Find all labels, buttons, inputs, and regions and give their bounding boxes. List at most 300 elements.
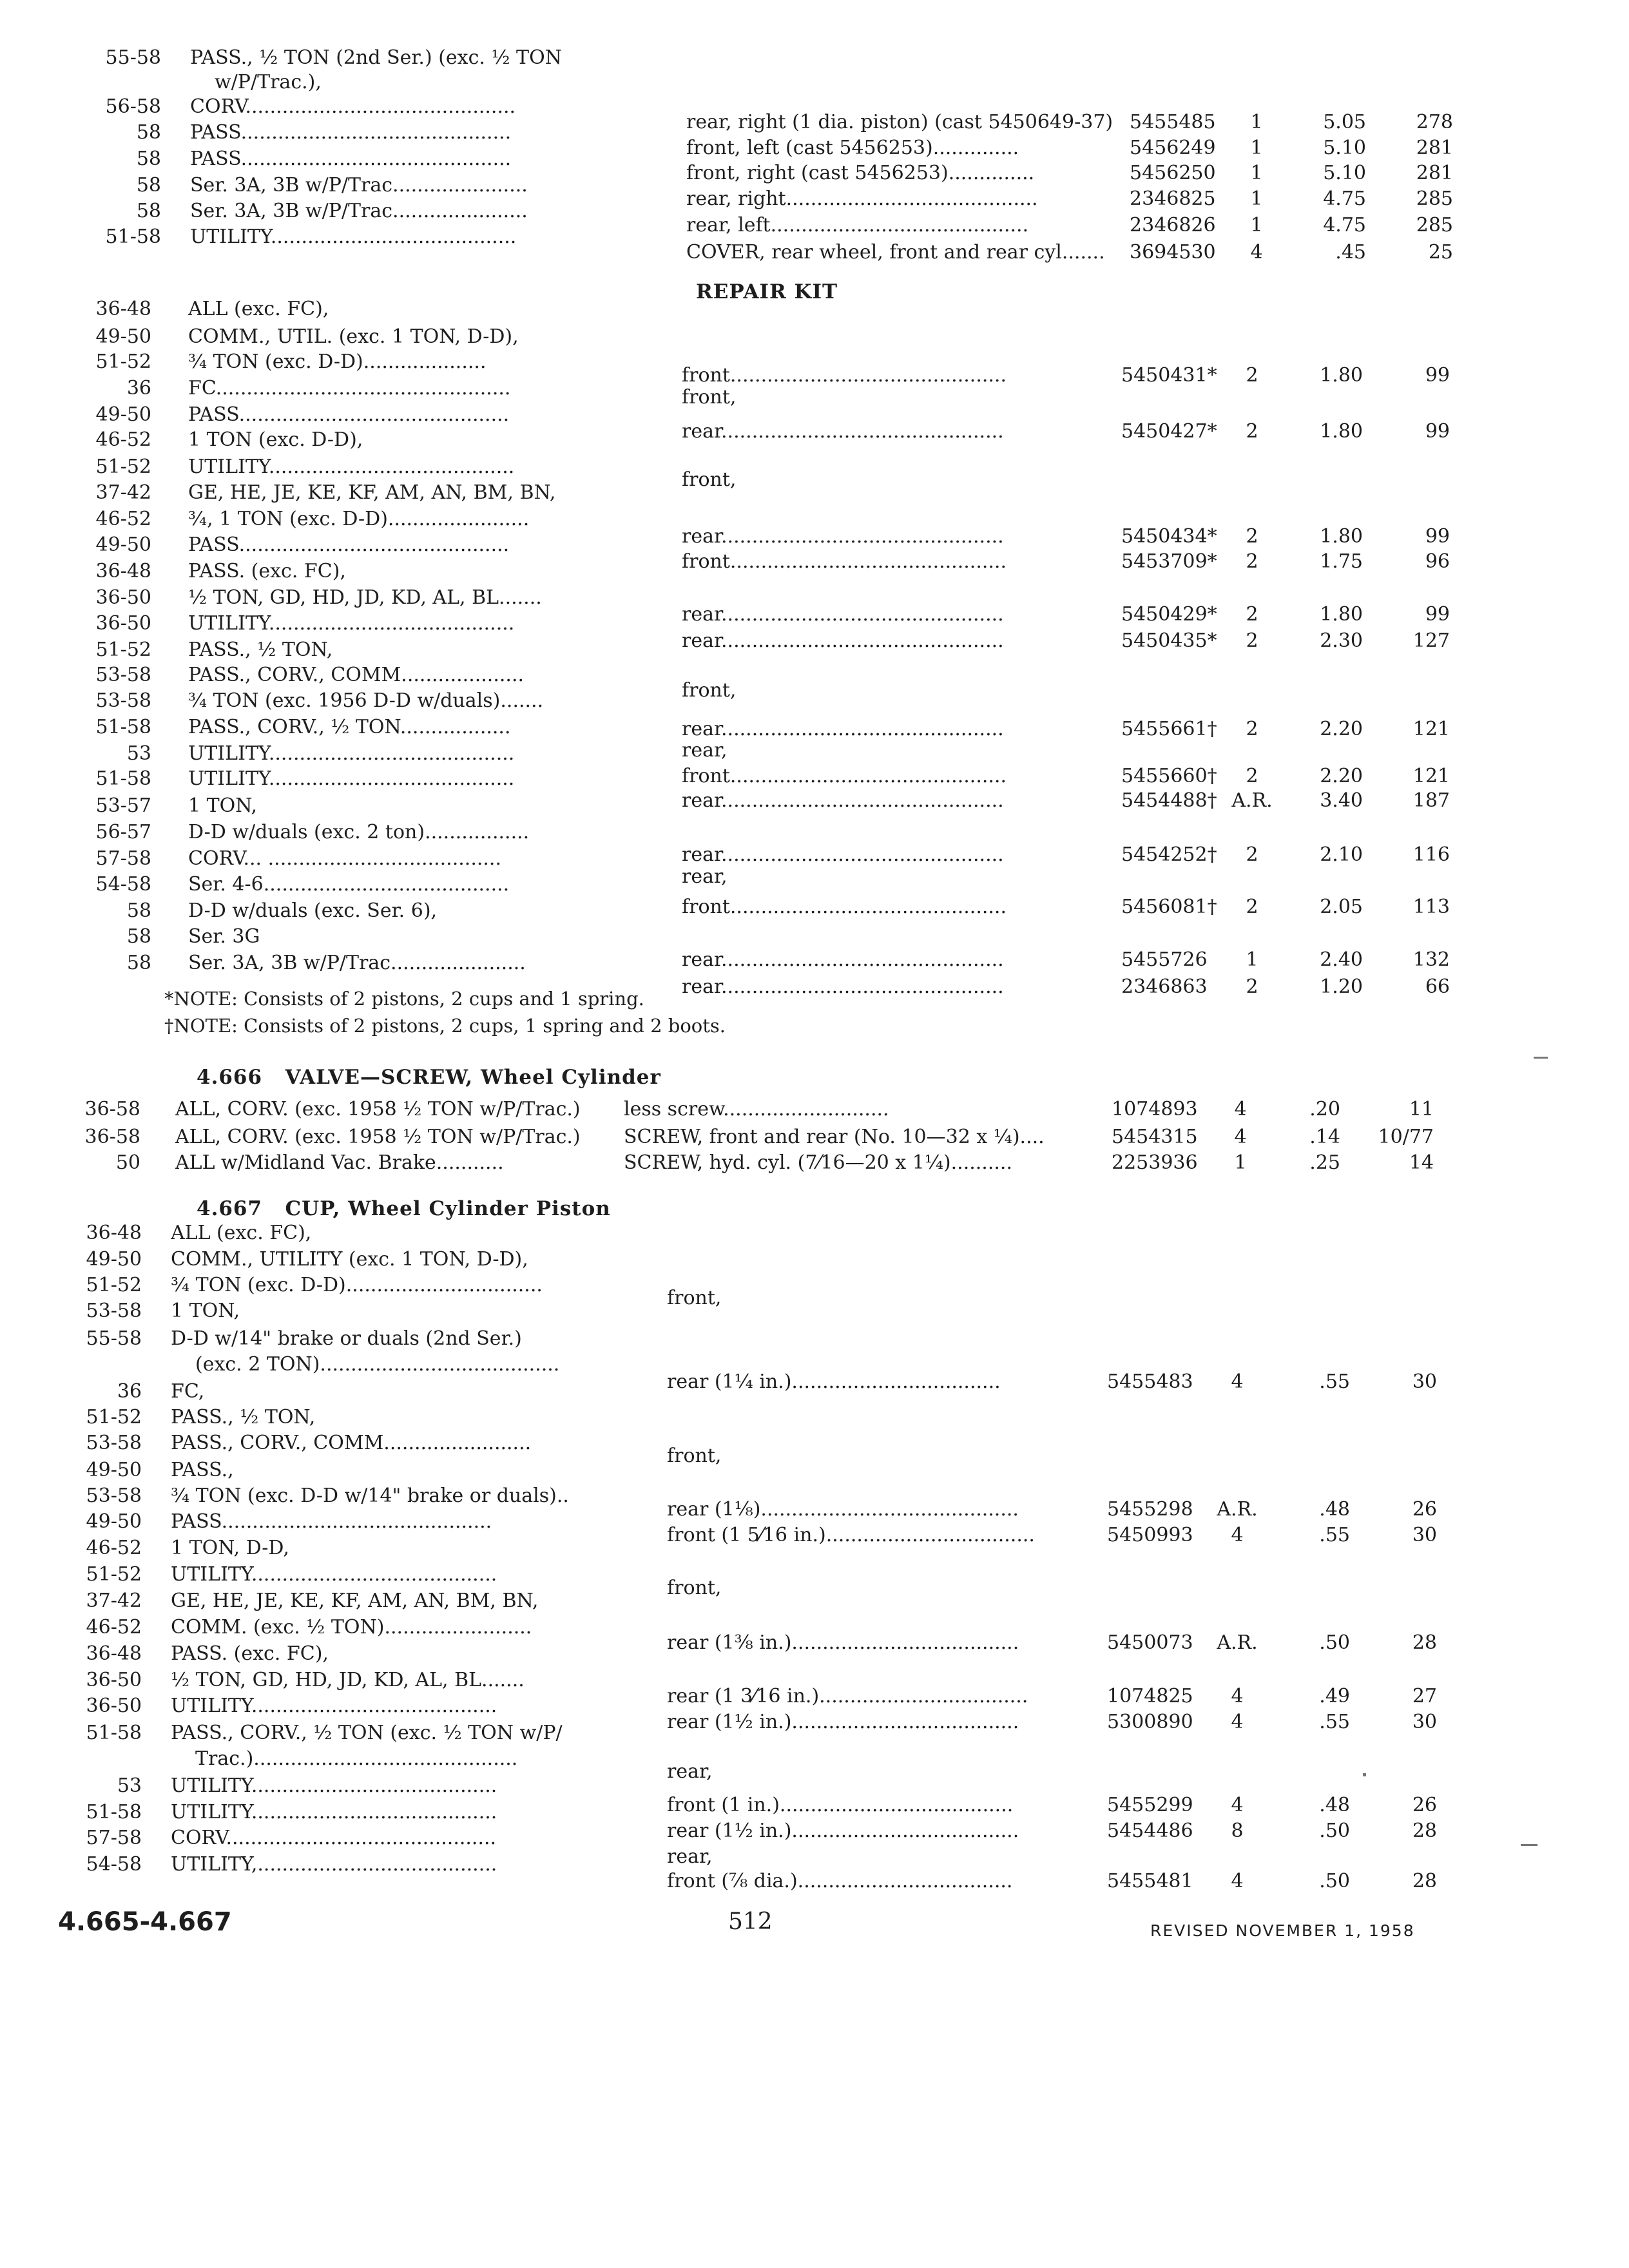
list-price: .45: [1335, 241, 1366, 264]
application-text: COMM., UTILITY (exc. 1 TON, D-D),: [171, 1248, 528, 1271]
part-description: front,: [667, 1577, 722, 1599]
model-years: 53-58: [95, 664, 151, 686]
application-text: 1 TON,: [188, 794, 258, 817]
application-text: UTILITY........................................: [171, 1801, 497, 1823]
list-price: 2.10: [1320, 843, 1363, 866]
application-text: UTILITY........................................: [171, 1563, 497, 1586]
part-description: front,: [682, 468, 737, 491]
illustration-page: 11: [1409, 1098, 1434, 1120]
application-text: GE, HE, JE, KE, KF, AM, AN, BM, BN,: [171, 1590, 539, 1612]
part-description: rear, right (1 dia. piston) (cast 5450649-37): [686, 111, 1113, 133]
application-text: ALL w/Midland Vac. Brake...........: [175, 1151, 504, 1174]
illustration-page: 28: [1412, 1631, 1437, 1654]
part-description: rear..............................................: [682, 843, 1004, 866]
illustration-page: 285: [1416, 187, 1453, 210]
application-text: CORV............................................: [171, 1827, 497, 1849]
part-number: 5455483: [1107, 1370, 1193, 1393]
application-text: CORV............................................: [190, 95, 516, 118]
illustration-page: 121: [1412, 765, 1450, 787]
application-text: PASS., CORV., COMM........................: [171, 1432, 532, 1454]
model-years: 36-50: [86, 1695, 142, 1717]
application-text: PASS., ½ TON,: [188, 639, 333, 661]
part-description: rear (1¼ in.)..................................: [667, 1370, 1001, 1393]
list-price: .14: [1309, 1126, 1340, 1148]
quantity: 4: [1231, 1711, 1244, 1733]
list-price: 5.10: [1323, 137, 1366, 159]
quantity: 1: [1250, 162, 1263, 184]
part-number: 5454252†: [1121, 843, 1217, 866]
illustration-page: 127: [1412, 629, 1450, 652]
list-price: .55: [1319, 1524, 1350, 1546]
quantity: 2: [1246, 603, 1258, 626]
application-text: Trac.)...........................................: [195, 1747, 518, 1770]
part-number: 5450431*: [1121, 364, 1217, 387]
application-text: PASS............................................: [188, 403, 510, 426]
list-price: .50: [1319, 1870, 1350, 1892]
illustration-page: 30: [1412, 1370, 1437, 1393]
model-years: 58: [136, 200, 161, 222]
model-years: 36-48: [86, 1222, 142, 1244]
part-number: 5455298: [1107, 1498, 1193, 1521]
part-description: rear, right.........................................: [686, 187, 1038, 210]
part-number: 2346826: [1130, 214, 1216, 236]
list-price: 1.75: [1320, 550, 1363, 573]
quantity: 2: [1246, 525, 1258, 548]
illustration-page: 99: [1425, 420, 1450, 443]
section-cup-title: CUP, Wheel Cylinder Piston: [285, 1197, 611, 1220]
part-number: 5450427*: [1121, 420, 1217, 443]
part-description: COVER, rear wheel, front and rear cyl.......: [686, 241, 1105, 264]
part-description: rear (1½ in.).....................................: [667, 1820, 1019, 1842]
list-price: 4.75: [1323, 214, 1366, 236]
application-text: PASS............................................: [171, 1510, 492, 1533]
illustration-page: 96: [1425, 550, 1450, 573]
part-description: rear..............................................: [682, 789, 1004, 812]
model-years: 55-58: [86, 1327, 142, 1350]
model-years: 46-52: [95, 508, 151, 530]
quantity: A.R.: [1217, 1498, 1258, 1521]
list-price: 2.20: [1320, 765, 1363, 787]
quantity: 4: [1231, 1794, 1244, 1816]
application-text: PASS. (exc. FC),: [171, 1642, 329, 1665]
illustration-page: 99: [1425, 364, 1450, 387]
model-years: 51-52: [86, 1563, 142, 1586]
quantity: 1: [1250, 187, 1263, 210]
model-years: 51-58: [86, 1722, 142, 1744]
part-number: 5454315: [1112, 1126, 1198, 1148]
application-text: PASS., CORV., ½ TON (exc. ½ TON w/P/: [171, 1722, 563, 1744]
application-text: ½ TON, GD, HD, JD, KD, AL, BL.......: [188, 586, 542, 609]
illustration-page: 187: [1412, 789, 1450, 812]
section-valve-heading: [197, 1064, 661, 1090]
model-years: 53: [117, 1774, 142, 1797]
model-years: 58: [126, 952, 151, 974]
illustration-page: 281: [1416, 162, 1453, 184]
part-description: rear..............................................: [682, 975, 1004, 998]
part-number: 5456249: [1130, 137, 1216, 159]
part-description: rear,: [667, 1845, 713, 1868]
application-text: (exc. 2 TON).......................................: [195, 1353, 560, 1376]
part-number: 5454486: [1107, 1820, 1193, 1842]
model-years: 36-50: [86, 1669, 142, 1691]
part-description: front.............................................: [682, 364, 1007, 387]
quantity: 2: [1246, 765, 1258, 787]
application-text: FC................................................: [188, 377, 511, 399]
illustration-page: 28: [1412, 1870, 1437, 1892]
part-description: rear..............................................: [682, 420, 1004, 443]
part-description: rear (1⅜ in.).....................................: [667, 1631, 1019, 1654]
part-number: 5450429*: [1121, 603, 1217, 626]
quantity: A.R.: [1231, 789, 1273, 812]
quantity: 4: [1250, 241, 1263, 264]
part-number: 5453709*: [1121, 550, 1217, 573]
scan-mark: [1363, 1773, 1366, 1776]
part-description: front, left (cast 5456253)..............: [686, 137, 1019, 159]
model-years: 56-58: [105, 95, 161, 118]
quantity: 4: [1231, 1524, 1244, 1546]
model-years: 37-42: [95, 481, 151, 504]
application-text: ½ TON, GD, HD, JD, KD, AL, BL.......: [171, 1669, 525, 1691]
quantity: 1: [1234, 1151, 1247, 1174]
part-number: 5450073: [1107, 1631, 1193, 1654]
quantity: 4: [1234, 1098, 1247, 1120]
application-text: ALL (exc. FC),: [188, 298, 329, 320]
model-years: 51-58: [86, 1801, 142, 1823]
model-years: 36-50: [95, 612, 151, 635]
part-number: 5450434*: [1121, 525, 1217, 548]
list-price: .55: [1319, 1711, 1350, 1733]
list-price: .25: [1309, 1151, 1340, 1174]
model-years: 58: [126, 925, 151, 948]
application-text: UTILITY........................................: [188, 456, 515, 478]
application-text: PASS., ½ TON,: [171, 1406, 316, 1428]
model-years: 51-58: [95, 767, 151, 790]
model-years: 49-50: [95, 533, 151, 556]
illustration-page: 26: [1412, 1794, 1437, 1816]
part-number: 5455660†: [1121, 765, 1217, 787]
model-years: 51-52: [95, 351, 151, 373]
list-price: 3.40: [1320, 789, 1363, 812]
model-years: 49-50: [95, 325, 151, 348]
application-text: ALL, CORV. (exc. 1958 ½ TON w/P/Trac.): [175, 1098, 581, 1120]
part-description: rear (1½ in.).....................................: [667, 1711, 1019, 1733]
application-text: ¾ TON (exc. D-D)....................: [188, 351, 487, 373]
part-number: 1074893: [1112, 1098, 1198, 1120]
list-price: 2.30: [1320, 629, 1363, 652]
scan-mark: [1521, 1844, 1537, 1846]
model-years: 49-50: [86, 1248, 142, 1271]
part-number: 5455485: [1130, 111, 1216, 133]
application-text: 1 TON, D-D,: [171, 1537, 289, 1559]
part-description: rear,: [682, 739, 728, 762]
model-years: 58: [136, 174, 161, 197]
application-text: D-D w/14" brake or duals (2nd Ser.): [171, 1327, 522, 1350]
application-text: UTILITY........................................: [188, 742, 515, 765]
model-years: 51-52: [95, 456, 151, 478]
application-text: ALL, CORV. (exc. 1958 ½ TON w/P/Trac.): [175, 1126, 581, 1148]
list-price: 1.80: [1320, 364, 1363, 387]
part-description: front, right (cast 5456253)..............: [686, 162, 1035, 184]
illustration-page: 285: [1416, 214, 1453, 236]
part-number: 5456081†: [1121, 896, 1217, 918]
part-number: 3694530: [1130, 241, 1216, 264]
part-number: 5455481: [1107, 1870, 1193, 1892]
footer-page-number: 512: [728, 1908, 773, 1935]
application-text: ¾, 1 TON (exc. D-D).......................: [188, 508, 530, 530]
quantity: 2: [1246, 420, 1258, 443]
illustration-page: 281: [1416, 137, 1453, 159]
model-years: 36-58: [84, 1098, 140, 1120]
section-valve-title: VALVE—SCREW, Wheel Cylinder: [285, 1066, 661, 1089]
quantity: 4: [1231, 1685, 1244, 1707]
quantity: A.R.: [1217, 1631, 1258, 1654]
list-price: 2.05: [1320, 896, 1363, 918]
model-years: 58: [136, 148, 161, 170]
part-description: less screw...........................: [624, 1098, 889, 1120]
list-price: 5.10: [1323, 162, 1366, 184]
model-years: 58: [136, 121, 161, 144]
model-years: 36-48: [95, 298, 151, 320]
illustration-page: 99: [1425, 603, 1450, 626]
list-price: 1.80: [1320, 603, 1363, 626]
application-text: Ser. 3A, 3B w/P/Trac......................: [190, 174, 528, 197]
application-text: ¾ TON (exc. D-D)................................: [171, 1274, 543, 1296]
model-years: 37-42: [86, 1590, 142, 1612]
application-text: GE, HE, JE, KE, KF, AM, AN, BM, BN,: [188, 481, 556, 504]
model-years: 53: [126, 742, 151, 765]
model-years: 53-58: [95, 689, 151, 712]
part-description: rear (1⅛)..........................................: [667, 1498, 1019, 1521]
application-text: ALL (exc. FC),: [171, 1222, 312, 1244]
model-years: 54-58: [95, 873, 151, 896]
part-description: rear,: [667, 1760, 713, 1783]
quantity: 4: [1231, 1870, 1244, 1892]
list-price: 2.40: [1320, 948, 1363, 971]
quantity: 2: [1246, 364, 1258, 387]
quantity: 1: [1250, 214, 1263, 236]
illustration-page: 278: [1416, 111, 1453, 133]
quantity: 2: [1246, 629, 1258, 652]
model-years: 57-58: [86, 1827, 142, 1849]
section-cup-heading: [197, 1196, 611, 1222]
application-text: 1 TON,: [171, 1300, 240, 1322]
quantity: 2: [1246, 896, 1258, 918]
model-years: 53-58: [86, 1485, 142, 1507]
application-text: UTILITY........................................: [171, 1774, 497, 1797]
section-cup-number: 4.667: [197, 1197, 263, 1220]
application-text: UTILITY........................................: [171, 1695, 497, 1717]
part-number: 5455661†: [1121, 718, 1217, 740]
quantity: 1: [1250, 111, 1263, 133]
part-description: rear,: [682, 865, 728, 888]
illustration-page: 132: [1412, 948, 1450, 971]
model-years: 46-52: [95, 428, 151, 451]
part-number: 5454488†: [1121, 789, 1217, 812]
application-text: PASS............................................: [190, 121, 512, 144]
part-description: front,: [667, 1287, 722, 1309]
part-description: front,: [682, 386, 737, 408]
list-price: .48: [1319, 1498, 1350, 1521]
application-text: FC,: [171, 1380, 205, 1403]
model-years: 36-48: [86, 1642, 142, 1665]
illustration-page: 10/77: [1378, 1126, 1434, 1148]
model-years: 56-57: [95, 821, 151, 843]
illustration-page: 28: [1412, 1820, 1437, 1842]
application-text: ¾ TON (exc. D-D w/14" brake or duals)..: [171, 1485, 569, 1507]
model-years: 51-58: [95, 716, 151, 738]
application-text: Ser. 3G: [188, 925, 260, 948]
quantity: 8: [1231, 1820, 1244, 1842]
application-text: COMM. (exc. ½ TON)........................: [171, 1616, 532, 1639]
part-description: front,: [667, 1445, 722, 1467]
quantity: 2: [1246, 718, 1258, 740]
illustration-page: 116: [1412, 843, 1450, 866]
repair-kit-heading: REPAIR KIT: [696, 280, 838, 303]
model-years: 49-50: [86, 1510, 142, 1533]
list-price: .20: [1309, 1098, 1340, 1120]
model-years: 51-52: [86, 1274, 142, 1296]
model-years: 51-58: [105, 226, 161, 248]
model-years: 49-50: [86, 1459, 142, 1481]
model-years: 53-58: [86, 1300, 142, 1322]
part-description: rear..............................................: [682, 718, 1004, 740]
quantity: 2: [1246, 843, 1258, 866]
model-years: 36: [117, 1380, 142, 1403]
list-price: .50: [1319, 1631, 1350, 1654]
model-years: 36-50: [95, 586, 151, 609]
model-years: 58: [126, 899, 151, 922]
part-description: rear..............................................: [682, 525, 1004, 548]
application-text: PASS.,: [171, 1459, 234, 1481]
illustration-page: 30: [1412, 1524, 1437, 1546]
illustration-page: 121: [1412, 718, 1450, 740]
list-price: .48: [1319, 1794, 1350, 1816]
application-text: w/P/Trac.),: [215, 71, 322, 93]
model-years: 55-58: [105, 46, 161, 69]
model-years: 46-52: [86, 1616, 142, 1639]
model-years: 50: [115, 1151, 140, 1174]
application-text: PASS., ½ TON (2nd Ser.) (exc. ½ TON: [190, 46, 562, 69]
part-description: front.............................................: [682, 765, 1007, 787]
part-description: SCREW, front and rear (No. 10—32 x ¼)....: [624, 1126, 1045, 1148]
illustration-page: 25: [1428, 241, 1453, 264]
quantity: 2: [1246, 975, 1258, 998]
part-description: rear..............................................: [682, 629, 1004, 652]
part-description: front.............................................: [682, 896, 1007, 918]
illustration-page: 27: [1412, 1685, 1437, 1707]
part-number: 5455726: [1121, 948, 1208, 971]
list-price: 2.20: [1320, 718, 1363, 740]
part-description: front,: [682, 679, 737, 702]
list-price: .49: [1319, 1685, 1350, 1707]
quantity: 1: [1250, 137, 1263, 159]
application-text: UTILITY........................................: [188, 612, 515, 635]
application-text: UTILITY,.......................................: [171, 1853, 497, 1876]
part-description: front.............................................: [682, 550, 1007, 573]
illustration-page: 14: [1409, 1151, 1434, 1174]
application-text: Ser. 3A, 3B w/P/Trac......................: [188, 952, 526, 974]
list-price: 1.20: [1320, 975, 1363, 998]
model-years: 51-52: [86, 1406, 142, 1428]
quantity: 4: [1234, 1126, 1247, 1148]
illustration-page: 99: [1425, 525, 1450, 548]
model-years: 51-52: [95, 639, 151, 661]
part-number: 1074825: [1107, 1685, 1193, 1707]
model-years: 53-58: [86, 1432, 142, 1454]
application-text: Ser. 4-6........................................: [188, 873, 510, 896]
application-text: PASS., CORV., ½ TON..................: [188, 716, 511, 738]
part-number: 2346825: [1130, 187, 1216, 210]
application-text: UTILITY........................................: [188, 767, 515, 790]
footnote: †NOTE: Consists of 2 pistons, 2 cups, 1 spring and 2 boots.: [164, 1015, 726, 1037]
illustration-page: 66: [1425, 975, 1450, 998]
application-text: ¾ TON (exc. 1956 D-D w/duals).......: [188, 689, 544, 712]
illustration-page: 113: [1412, 896, 1450, 918]
list-price: .55: [1319, 1370, 1350, 1393]
model-years: 36-58: [84, 1126, 140, 1148]
quantity: 2: [1246, 550, 1258, 573]
illustration-page: 30: [1412, 1711, 1437, 1733]
scan-mark: [1534, 1057, 1548, 1059]
application-text: PASS............................................: [190, 148, 512, 170]
part-number: 2346863: [1121, 975, 1208, 998]
part-description: front (1 in.)......................................: [667, 1794, 1014, 1816]
footer-section-range: 4.665-4.667: [58, 1907, 232, 1937]
model-years: 36: [126, 377, 151, 399]
part-number: 5300890: [1107, 1711, 1193, 1733]
model-years: 57-58: [95, 847, 151, 870]
application-text: PASS............................................: [188, 533, 510, 556]
part-description: rear..............................................: [682, 948, 1004, 971]
part-description: rear, left..........................................: [686, 214, 1029, 236]
list-price: 1.80: [1320, 525, 1363, 548]
part-description: rear..............................................: [682, 603, 1004, 626]
application-text: CORV... ......................................: [188, 847, 502, 870]
model-years: 53-57: [95, 794, 151, 817]
application-text: PASS. (exc. FC),: [188, 560, 346, 582]
section-valve-number: 4.666: [197, 1066, 263, 1089]
application-text: PASS., CORV., COMM....................: [188, 664, 525, 686]
application-text: D-D w/duals (exc. Ser. 6),: [188, 899, 438, 922]
part-description: front (1 5⁄16 in.)..................................: [667, 1524, 1035, 1546]
list-price: 1.80: [1320, 420, 1363, 443]
application-text: 1 TON (exc. D-D),: [188, 428, 363, 451]
part-description: rear (1 3⁄16 in.)..................................: [667, 1685, 1028, 1707]
quantity: 4: [1231, 1370, 1244, 1393]
application-text: D-D w/duals (exc. 2 ton).................: [188, 821, 530, 843]
part-number: 5456250: [1130, 162, 1216, 184]
application-text: UTILITY........................................: [190, 226, 517, 248]
part-number: 5450435*: [1121, 629, 1217, 652]
model-years: 46-52: [86, 1537, 142, 1559]
part-description: front (⅞ dia.)...................................: [667, 1870, 1013, 1892]
part-number: 5450993: [1107, 1524, 1193, 1546]
part-description: SCREW, hyd. cyl. (7⁄16—20 x 1¼)..........: [624, 1151, 1012, 1174]
list-price: 5.05: [1323, 111, 1366, 133]
application-text: COMM., UTIL. (exc. 1 TON, D-D),: [188, 325, 519, 348]
illustration-page: 26: [1412, 1498, 1437, 1521]
footnote: *NOTE: Consists of 2 pistons, 2 cups and 1 spring.: [164, 988, 644, 1010]
quantity: 1: [1246, 948, 1258, 971]
part-number: 2253936: [1112, 1151, 1198, 1174]
footer-revised-date: REVISED NOVEMBER 1, 1958: [1150, 1921, 1415, 1940]
model-years: 36-48: [95, 560, 151, 582]
application-text: Ser. 3A, 3B w/P/Trac......................: [190, 200, 528, 222]
list-price: 4.75: [1323, 187, 1366, 210]
model-years: 49-50: [95, 403, 151, 426]
list-price: .50: [1319, 1820, 1350, 1842]
model-years: 54-58: [86, 1853, 142, 1876]
